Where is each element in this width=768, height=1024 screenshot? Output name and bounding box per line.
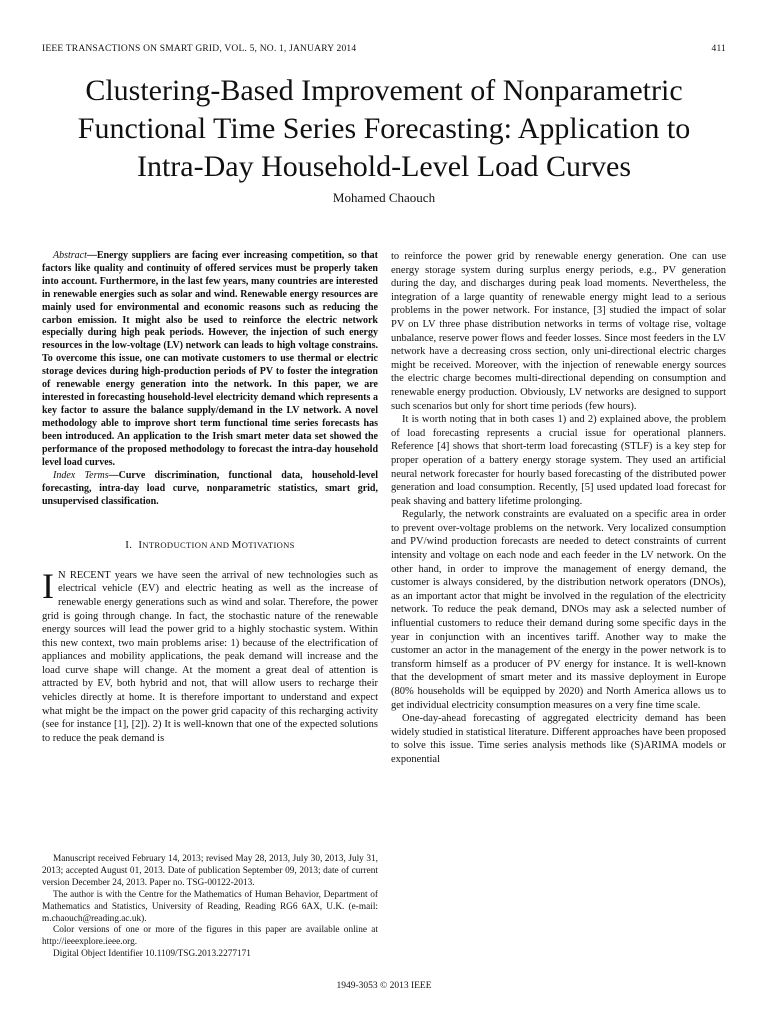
copyright-footer: 1949-3053 © 2013 IEEE <box>336 981 432 991</box>
left-column <box>42 250 378 745</box>
abstract <box>42 250 378 469</box>
section-heading: I. INTRODUCTION AND MOTIVATIONS <box>125 539 295 552</box>
paper-title <box>30 72 738 186</box>
running-head <box>42 44 726 58</box>
page-number: 411 <box>711 44 726 54</box>
index-terms-label: Index Terms <box>53 470 109 482</box>
title-line: Intra-Day Household-Level Load Curves <box>136 150 631 183</box>
author-name: Mohamed Chaouch <box>332 190 436 205</box>
body-paragraph: It is worth noting that in both cases 1) and 2) explained above, the problem of load forecasting represents a crucial issue for operational planners. Reference [4] shows that short-term load forecasting (STLF) is a key step for proper operation of a battery energy storage system. They used an artificial neural network forecaster for hourly based forecasting of the distributed power generation and load consumption. Recently, [5] used updated load forecast for peak shaving and battery lifetime prolonging. <box>391 414 726 507</box>
index-terms-text: —Curve discrimination, functional data, household-level forecasting, intra-day load curve, nonparametric statistics, smart grid, unsupervised classification. <box>42 470 378 508</box>
title-line: Clustering-Based Improvement of Nonparametric <box>85 74 683 107</box>
footnotes <box>42 854 378 961</box>
footnote: Manuscript received February 14, 2013; revised May 28, 2013, July 30, 2013, July 31, 2013; accepted August 01, 2013. Date of publication September 09, 2013; date of current version December 24, 2013. Paper no. TSG-00122-2013. <box>42 854 378 888</box>
intro-text: years we have seen the arrival of new technologies such as electrical vehicle (EV) and electric heating as well as the increase of renewable energy generations such as wind and solar. Therefore, the power grid is going through change. In fact, the stochastic nature of the renewable energy sources will lead the power grid to a highly stochastic system. Within this new context, two main problems arise: 1) because of the electrification of appliances and mobility applications, the peak demand will increase and the load curve shape will change. At the moment a great deal of attention is attracted by EV, both hybrid and not, that will allow users to recharge their vehicles directly at home. It is therefore important to understand and expect what might be the impact on the power grid capacity of this recharging activity (see for instance [1], [2]). 2) It is well-known that one of the expected solutions to reduce the peak demand is <box>42 569 378 744</box>
intro-paragraph <box>42 565 378 746</box>
body-paragraph: to reinforce the power grid by renewable energy generation. One can use energy storage system during surplus energy periods, e.g., PV generation during the day, and discharges during peak load moments. Nevertheless, the integration of a large quantity of renewable energy might lead to a serious problems in the power network. For instance, [3] studied the impact of solar PV on LV three phase distribution networks in terms of voltage rise, voltage unbalance, reserve power flows and feeder losses. Since most feeders in the LV network have a decreasing cross section, only uni-directional electric charges might be received. Moreover, with the injection of renewable energy sources the electric charge becomes multi-directional depending on consumption and renewable energy production. Obviously, LV networks are designed to support such scenarios but only for short time periods (few hours). <box>391 251 726 412</box>
right-column <box>391 250 726 767</box>
title-line: Functional Time Series Forecasting: Application to <box>77 112 691 145</box>
abstract-text: —Energy suppliers are facing ever increasing competition, so that factors like quality and continuity of offered services must be properly taken into account. Furthermore, in the last few years, many countries are interested in renewable energies such as solar and wind. Renewable energy resources are mainly used for environmental and economic reasons such as reducing the carbon emission. It might also be used to reinforce the electric network especially during high peak periods. However, the injection of such energy resources in the low-voltage (LV) network can leads to high voltage constrains. To overcome this issue, one can motivate customers to use thermal or electric storage devices during high-production periods of PV to foster the integration of renewable energy generation into the network. In this paper, we are interested in forecasting household-level electricity demand which represents a key factor to assure the balance supply/demand in the LV network. A novel methodology able to improve short term functional time series forecasts has been introduced. An application to the Irish smart meter data set showed the performance of the proposed methodology to forecast the intra-day household level load curves. <box>42 250 378 468</box>
lead-caps: N RECENT <box>58 569 111 581</box>
footnote: Digital Object Identifier 10.1109/TSG.2013.2277171 <box>53 949 251 960</box>
journal-header: IEEE TRANSACTIONS ON SMART GRID, VOL. 5, NO. 1, JANUARY 2014 <box>42 44 357 54</box>
body-paragraph: One-day-ahead forecasting of aggregated electricity demand has been widely studied in statistical literature. Different approaches have been proposed to solve this issue. Time series analysis methods like (S)ARIMA models or exponential <box>391 713 726 765</box>
drop-cap: I <box>42 565 54 606</box>
index-terms <box>42 470 378 509</box>
footnote: The author is with the Centre for the Mathematics of Human Behavior, Department of Mathematics and Statistics, University of Reading, Reading RG6 6AX, U.K. (e-mail: m.chaouch@reading.ac.uk). <box>42 889 378 924</box>
footnote: Color versions of one or more of the figures in this paper are available online at http://ieeexplore.ieee.org. <box>42 925 378 948</box>
section-numeral: I. <box>125 539 133 552</box>
body-paragraph: Regularly, the network constraints are evaluated on a specific area in order to prevent over-voltage problems on the network. Very localized consumption and PV/wind production forecasts are needed to detect constraints of current intensity and voltage on each node and each feeder in the LV network. On the other hand, in order to improve the management of energy demand, the customer is always considered, by the distribution network operators (DNOs), as an important actor that might be involved in the regulation of the electricity network. To reduce the peak demand, DNOs may ask a selected number of influential customers to reduce their demand during some specific days in the year in conjunction with an incentives tariff. Another way to make the customer an actor in the management of the energy in the power network is to transform himself as a producer of PV energy for instance. It is well-known that the development of smart meter and its massive deployment in Europe (80% households will be equipped by 2020) and North America allows us to get individual electricity consumption measures on a very fine time scale. <box>391 509 726 711</box>
abstract-label: Abstract <box>53 250 87 261</box>
